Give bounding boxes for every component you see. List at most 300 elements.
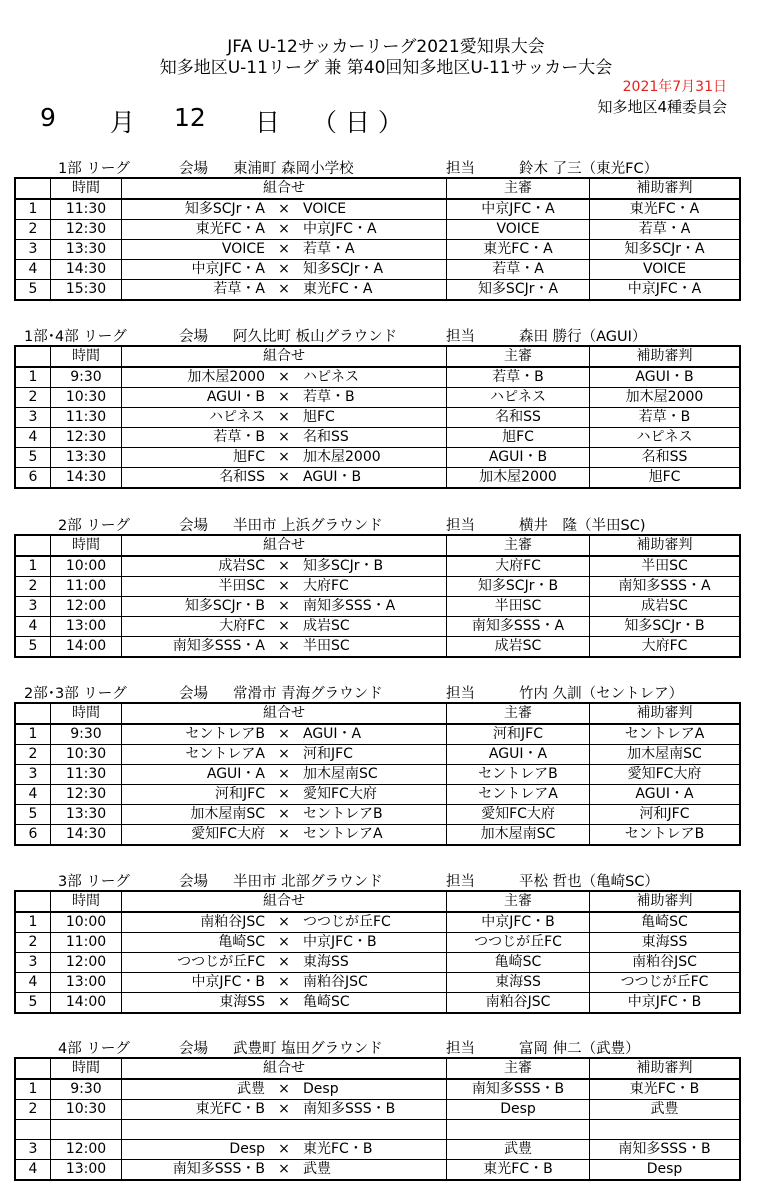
division-name: 1部･4部 リーグ bbox=[24, 329, 127, 345]
match-time: 15:30 bbox=[51, 280, 122, 301]
match-table bbox=[14, 345, 741, 489]
away-team: 南粕谷JSC bbox=[303, 974, 368, 990]
assistant-referee: 若草・B bbox=[590, 408, 741, 428]
venue-name: 阿久比町 板山グラウンド bbox=[233, 329, 398, 345]
division-name: 2部 リーグ bbox=[58, 518, 130, 534]
away-team: 愛知FC大府 bbox=[303, 786, 377, 802]
versus-mark: × bbox=[278, 281, 290, 297]
match-time: 12:00 bbox=[51, 953, 122, 973]
home-team: つつじが丘FC bbox=[177, 954, 265, 970]
referee bbox=[447, 1120, 590, 1140]
table-row bbox=[15, 408, 740, 428]
venue-label: 会場 bbox=[179, 161, 208, 177]
home-team: 知多SCJr・B bbox=[184, 598, 265, 614]
away-team: 武豊 bbox=[303, 1161, 331, 1177]
table-row bbox=[15, 280, 740, 301]
away-team: セントレアB bbox=[303, 806, 383, 822]
col-no-header bbox=[15, 346, 51, 367]
col-match-header: 組合せ bbox=[122, 1058, 447, 1079]
match-time: 9:30 bbox=[51, 724, 122, 745]
match-pairing bbox=[122, 1140, 447, 1160]
match-table bbox=[14, 890, 741, 1014]
table-row bbox=[15, 1079, 740, 1100]
match-no: 5 bbox=[15, 637, 51, 658]
col-match-header: 組合せ bbox=[122, 891, 447, 912]
section-header bbox=[14, 157, 733, 177]
match-no: 3 bbox=[15, 408, 51, 428]
match-time: 12:30 bbox=[51, 785, 122, 805]
home-team: 武豊 bbox=[237, 1081, 265, 1097]
match-pairing bbox=[122, 367, 447, 388]
referee: 成岩SC bbox=[447, 637, 590, 658]
table-row bbox=[15, 428, 740, 448]
match-time: 13:00 bbox=[51, 973, 122, 993]
match-no: 5 bbox=[15, 448, 51, 468]
manager-label: 担当 bbox=[446, 518, 475, 534]
match-pairing bbox=[122, 448, 447, 468]
assistant-referee: 南知多SSS・B bbox=[590, 1140, 741, 1160]
date-month: 9 bbox=[40, 103, 56, 132]
away-team: 大府FC bbox=[303, 578, 349, 594]
venue-name: 武豊町 塩田グラウンド bbox=[233, 1041, 383, 1057]
table-header-row bbox=[15, 1058, 740, 1079]
venue-name: 半田市 北部グラウンド bbox=[233, 874, 383, 890]
away-team: 東海SS bbox=[303, 954, 349, 970]
referee: 中京JFC・A bbox=[447, 199, 590, 220]
referee: 若草・B bbox=[447, 367, 590, 388]
home-team: 大府FC bbox=[219, 618, 265, 634]
assistant-referee: AGUI・B bbox=[590, 367, 741, 388]
home-team: AGUI・B bbox=[206, 389, 265, 405]
versus-mark: × bbox=[278, 221, 290, 237]
versus-mark: × bbox=[278, 241, 290, 257]
away-team: 河和JFC bbox=[303, 746, 353, 762]
home-team: 東光FC・A bbox=[195, 221, 265, 237]
assistant-referee: 南知多SSS・A bbox=[590, 577, 741, 597]
home-team: セントレアB bbox=[185, 726, 265, 742]
assistant-referee: セントレアA bbox=[590, 724, 741, 745]
match-no: 4 bbox=[15, 973, 51, 993]
venue-label: 会場 bbox=[179, 329, 208, 345]
versus-mark: × bbox=[278, 786, 290, 802]
match-no: 1 bbox=[15, 724, 51, 745]
col-assistant-header: 補助審判 bbox=[590, 535, 741, 556]
away-team: 若草・B bbox=[303, 389, 355, 405]
assistant-referee: 東光FC・B bbox=[590, 1079, 741, 1100]
table-row bbox=[15, 912, 740, 933]
manager-label: 担当 bbox=[446, 329, 475, 345]
referee: 旭FC bbox=[447, 428, 590, 448]
referee: 南知多SSS・A bbox=[447, 617, 590, 637]
col-time-header: 時間 bbox=[51, 703, 122, 724]
away-team: 加木屋南SC bbox=[303, 766, 378, 782]
match-pairing bbox=[122, 933, 447, 953]
versus-mark: × bbox=[278, 934, 290, 950]
col-match-header: 組合せ bbox=[122, 535, 447, 556]
table-row bbox=[15, 1100, 740, 1120]
division-name: 4部 リーグ bbox=[58, 1041, 130, 1057]
match-pairing bbox=[122, 1160, 447, 1181]
away-team: 亀崎SC bbox=[303, 994, 350, 1010]
referee: 大府FC bbox=[447, 556, 590, 577]
match-time: 11:30 bbox=[51, 408, 122, 428]
manager-label: 担当 bbox=[446, 161, 475, 177]
match-pairing bbox=[122, 280, 447, 301]
match-time: 13:30 bbox=[51, 448, 122, 468]
table-row bbox=[15, 388, 740, 408]
assistant-referee: 愛知FC大府 bbox=[590, 765, 741, 785]
table-row bbox=[15, 785, 740, 805]
league-section bbox=[14, 1037, 733, 1181]
match-time: 14:30 bbox=[51, 825, 122, 846]
match-table bbox=[14, 1057, 741, 1181]
match-time: 12:00 bbox=[51, 1140, 122, 1160]
home-team: 成岩SC bbox=[218, 558, 265, 574]
match-no: 2 bbox=[15, 577, 51, 597]
table-header-row bbox=[15, 535, 740, 556]
col-referee-header: 主審 bbox=[447, 703, 590, 724]
versus-mark: × bbox=[278, 618, 290, 634]
match-pairing bbox=[122, 428, 447, 448]
assistant-referee: 中京JFC・B bbox=[590, 993, 741, 1014]
match-no bbox=[15, 1120, 51, 1140]
manager-name: 横井 隆（半田SC) bbox=[519, 518, 646, 534]
match-pairing bbox=[122, 912, 447, 933]
table-row bbox=[15, 1140, 740, 1160]
home-team: 旭FC bbox=[233, 449, 265, 465]
referee: 武豊 bbox=[447, 1140, 590, 1160]
table-row bbox=[15, 1160, 740, 1181]
section-header bbox=[14, 1037, 733, 1057]
match-time: 12:00 bbox=[51, 597, 122, 617]
match-pairing bbox=[122, 220, 447, 240]
away-team: つつじが丘FC bbox=[303, 914, 391, 930]
manager-name: 鈴木 了三（東光FC） bbox=[519, 161, 659, 177]
col-no-header bbox=[15, 178, 51, 199]
match-time: 9:30 bbox=[51, 1079, 122, 1100]
match-no: 5 bbox=[15, 805, 51, 825]
match-pairing bbox=[122, 468, 447, 489]
col-time-header: 時間 bbox=[51, 178, 122, 199]
division-name: 1部 リーグ bbox=[58, 161, 130, 177]
match-time: 10:30 bbox=[51, 745, 122, 765]
section-header bbox=[14, 870, 733, 890]
col-referee-header: 主審 bbox=[447, 891, 590, 912]
assistant-referee: 若草・A bbox=[590, 220, 741, 240]
home-team: 半田SC bbox=[218, 578, 265, 594]
assistant-referee: VOICE bbox=[590, 260, 741, 280]
match-pairing bbox=[122, 805, 447, 825]
versus-mark: × bbox=[278, 826, 290, 842]
match-pairing bbox=[122, 1120, 447, 1140]
league-section bbox=[14, 870, 733, 1014]
versus-mark: × bbox=[278, 389, 290, 405]
match-pairing bbox=[122, 199, 447, 220]
col-no-header bbox=[15, 891, 51, 912]
versus-mark: × bbox=[278, 914, 290, 930]
assistant-referee: 河和JFC bbox=[590, 805, 741, 825]
venue-name: 常滑市 青海グラウンド bbox=[233, 686, 383, 702]
table-header-row bbox=[15, 178, 740, 199]
match-no: 3 bbox=[15, 953, 51, 973]
versus-mark: × bbox=[278, 578, 290, 594]
match-pairing bbox=[122, 388, 447, 408]
table-row bbox=[15, 240, 740, 260]
col-referee-header: 主審 bbox=[447, 535, 590, 556]
referee: 加木屋南SC bbox=[447, 825, 590, 846]
versus-mark: × bbox=[278, 409, 290, 425]
home-team: 南粕谷JSC bbox=[200, 914, 265, 930]
versus-mark: × bbox=[278, 1141, 290, 1157]
match-no: 2 bbox=[15, 933, 51, 953]
col-referee-header: 主審 bbox=[447, 1058, 590, 1079]
away-team: ハピネス bbox=[303, 369, 359, 385]
venue-label: 会場 bbox=[179, 1041, 208, 1057]
organizer: 知多地区4種委員会 bbox=[597, 98, 727, 116]
table-row bbox=[15, 577, 740, 597]
versus-mark: × bbox=[278, 598, 290, 614]
assistant-referee: 加木屋2000 bbox=[590, 388, 741, 408]
assistant-referee: AGUI・A bbox=[590, 785, 741, 805]
table-row bbox=[15, 1120, 740, 1140]
league-section bbox=[14, 514, 733, 658]
table-row bbox=[15, 745, 740, 765]
home-team: 知多SCJr・A bbox=[184, 201, 265, 217]
venue-name: 半田市 上浜グラウンド bbox=[233, 518, 383, 534]
assistant-referee: セントレアB bbox=[590, 825, 741, 846]
col-assistant-header: 補助審判 bbox=[590, 891, 741, 912]
col-assistant-header: 補助審判 bbox=[590, 1058, 741, 1079]
table-row bbox=[15, 617, 740, 637]
away-team: 知多SCJr・A bbox=[303, 261, 384, 277]
match-no: 1 bbox=[15, 556, 51, 577]
match-time: 13:00 bbox=[51, 617, 122, 637]
home-team: 河和JFC bbox=[215, 786, 265, 802]
venue-label: 会場 bbox=[179, 686, 208, 702]
match-pairing bbox=[122, 1079, 447, 1100]
home-team: 若草・B bbox=[213, 429, 265, 445]
away-team: 成岩SC bbox=[303, 618, 350, 634]
match-no: 4 bbox=[15, 617, 51, 637]
match-no: 4 bbox=[15, 1160, 51, 1181]
home-team: 亀崎SC bbox=[218, 934, 265, 950]
section-header bbox=[14, 325, 733, 345]
assistant-referee: つつじが丘FC bbox=[590, 973, 741, 993]
versus-mark: × bbox=[278, 1101, 290, 1117]
col-time-header: 時間 bbox=[51, 535, 122, 556]
match-no: 6 bbox=[15, 825, 51, 846]
col-match-header: 組合せ bbox=[122, 703, 447, 724]
referee: 亀崎SC bbox=[447, 953, 590, 973]
versus-mark: × bbox=[278, 974, 290, 990]
away-team: 半田SC bbox=[303, 638, 350, 654]
home-team: セントレアA bbox=[185, 746, 265, 762]
match-pairing bbox=[122, 637, 447, 658]
match-pairing bbox=[122, 577, 447, 597]
away-team: 知多SCJr・B bbox=[303, 558, 384, 574]
title-line-1: JFA U-12サッカーリーグ2021愛知県大会 bbox=[227, 37, 545, 57]
match-no: 5 bbox=[15, 993, 51, 1014]
match-no: 1 bbox=[15, 367, 51, 388]
issue-date: 2021年7月31日 bbox=[622, 79, 727, 95]
assistant-referee: 亀崎SC bbox=[590, 912, 741, 933]
match-no: 4 bbox=[15, 428, 51, 448]
match-no: 1 bbox=[15, 199, 51, 220]
venue-name: 東浦町 森岡小学校 bbox=[233, 161, 354, 177]
referee: 加木屋2000 bbox=[447, 468, 590, 489]
home-team: 若草・A bbox=[213, 281, 265, 297]
table-row bbox=[15, 993, 740, 1014]
col-no-header bbox=[15, 535, 51, 556]
title-line-2: 知多地区U-11リーグ 兼 第40回知多地区U-11サッカー大会 bbox=[159, 58, 613, 78]
referee: AGUI・B bbox=[447, 448, 590, 468]
match-pairing bbox=[122, 724, 447, 745]
manager-name: 平松 哲也（亀崎SC） bbox=[519, 874, 659, 890]
versus-mark: × bbox=[278, 558, 290, 574]
table-row bbox=[15, 367, 740, 388]
table-row bbox=[15, 825, 740, 846]
match-table bbox=[14, 534, 741, 658]
match-table bbox=[14, 177, 741, 301]
assistant-referee: Desp bbox=[590, 1160, 741, 1181]
match-time: 9:30 bbox=[51, 367, 122, 388]
match-pairing bbox=[122, 765, 447, 785]
home-team: 南知多SSS・A bbox=[172, 638, 265, 654]
col-referee-header: 主審 bbox=[447, 178, 590, 199]
match-time: 10:00 bbox=[51, 912, 122, 933]
home-team: AGUI・A bbox=[206, 766, 265, 782]
section-header bbox=[14, 682, 733, 702]
match-time: 10:00 bbox=[51, 556, 122, 577]
table-row bbox=[15, 805, 740, 825]
match-pairing bbox=[122, 556, 447, 577]
versus-mark: × bbox=[278, 449, 290, 465]
table-row bbox=[15, 448, 740, 468]
match-time: 12:30 bbox=[51, 428, 122, 448]
assistant-referee: 半田SC bbox=[590, 556, 741, 577]
manager-label: 担当 bbox=[446, 874, 475, 890]
versus-mark: × bbox=[278, 369, 290, 385]
match-no: 4 bbox=[15, 260, 51, 280]
match-pairing bbox=[122, 260, 447, 280]
assistant-referee: 武豊 bbox=[590, 1100, 741, 1120]
table-row bbox=[15, 199, 740, 220]
match-no: 5 bbox=[15, 280, 51, 301]
home-team: VOICE bbox=[221, 241, 265, 257]
assistant-referee: 東光FC・A bbox=[590, 199, 741, 220]
match-time: 14:00 bbox=[51, 993, 122, 1014]
col-match-header: 組合せ bbox=[122, 178, 447, 199]
match-no: 2 bbox=[15, 745, 51, 765]
home-team: 東光FC・B bbox=[195, 1101, 265, 1117]
versus-mark: × bbox=[278, 469, 290, 485]
table-row bbox=[15, 468, 740, 489]
assistant-referee: 加木屋南SC bbox=[590, 745, 741, 765]
versus-mark: × bbox=[278, 429, 290, 445]
referee: AGUI・A bbox=[447, 745, 590, 765]
table-row bbox=[15, 597, 740, 617]
col-time-header: 時間 bbox=[51, 346, 122, 367]
versus-mark: × bbox=[278, 261, 290, 277]
home-team: 愛知FC大府 bbox=[191, 826, 265, 842]
versus-mark: × bbox=[278, 746, 290, 762]
versus-mark: × bbox=[278, 766, 290, 782]
assistant-referee bbox=[590, 1120, 741, 1140]
table-row bbox=[15, 973, 740, 993]
venue-label: 会場 bbox=[179, 518, 208, 534]
versus-mark: × bbox=[278, 954, 290, 970]
match-pairing bbox=[122, 240, 447, 260]
col-time-header: 時間 bbox=[51, 891, 122, 912]
match-no: 3 bbox=[15, 597, 51, 617]
match-time: 10:30 bbox=[51, 1100, 122, 1120]
table-row bbox=[15, 933, 740, 953]
versus-mark: × bbox=[278, 994, 290, 1010]
referee: 愛知FC大府 bbox=[447, 805, 590, 825]
col-time-header: 時間 bbox=[51, 1058, 122, 1079]
division-name: 2部･3部 リーグ bbox=[24, 686, 127, 702]
table-row bbox=[15, 260, 740, 280]
table-header-row bbox=[15, 891, 740, 912]
col-no-header bbox=[15, 703, 51, 724]
match-no: 3 bbox=[15, 765, 51, 785]
league-section bbox=[14, 682, 733, 846]
match-pairing bbox=[122, 973, 447, 993]
referee: 知多SCJr・A bbox=[447, 280, 590, 301]
match-time: 14:30 bbox=[51, 260, 122, 280]
match-time: 11:30 bbox=[51, 199, 122, 220]
referee: 南粕谷JSC bbox=[447, 993, 590, 1014]
match-time: 11:00 bbox=[51, 577, 122, 597]
referee: セントレアB bbox=[447, 765, 590, 785]
home-team: Desp bbox=[229, 1141, 265, 1157]
home-team: ハピネス bbox=[209, 409, 265, 425]
match-pairing bbox=[122, 785, 447, 805]
referee: VOICE bbox=[447, 220, 590, 240]
match-time: 14:00 bbox=[51, 637, 122, 658]
table-row bbox=[15, 556, 740, 577]
versus-mark: × bbox=[278, 1081, 290, 1097]
match-time: 13:30 bbox=[51, 805, 122, 825]
away-team: 南知多SSS・A bbox=[303, 598, 396, 614]
match-no: 1 bbox=[15, 912, 51, 933]
section-header bbox=[14, 514, 733, 534]
assistant-referee: 東海SS bbox=[590, 933, 741, 953]
away-team: 旭FC bbox=[303, 409, 335, 425]
date-month-unit: 月 bbox=[110, 108, 136, 137]
table-row bbox=[15, 724, 740, 745]
col-assistant-header: 補助審判 bbox=[590, 346, 741, 367]
match-no: 4 bbox=[15, 785, 51, 805]
date-day-unit: 日 bbox=[255, 108, 281, 137]
referee: 半田SC bbox=[447, 597, 590, 617]
match-time: 10:30 bbox=[51, 388, 122, 408]
match-no: 2 bbox=[15, 220, 51, 240]
home-team: 加木屋2000 bbox=[187, 369, 265, 385]
match-time: 14:30 bbox=[51, 468, 122, 489]
manager-name: 富岡 伸二（武豊） bbox=[519, 1041, 640, 1057]
assistant-referee: 成岩SC bbox=[590, 597, 741, 617]
col-match-header: 組合せ bbox=[122, 346, 447, 367]
referee: つつじが丘FC bbox=[447, 933, 590, 953]
referee: 知多SCJr・B bbox=[447, 577, 590, 597]
table-row bbox=[15, 220, 740, 240]
home-team: 中京JFC・A bbox=[191, 261, 265, 277]
assistant-referee: 南粕谷JSC bbox=[590, 953, 741, 973]
assistant-referee: 名和SS bbox=[590, 448, 741, 468]
away-team: VOICE bbox=[303, 201, 347, 217]
match-time: 11:30 bbox=[51, 765, 122, 785]
